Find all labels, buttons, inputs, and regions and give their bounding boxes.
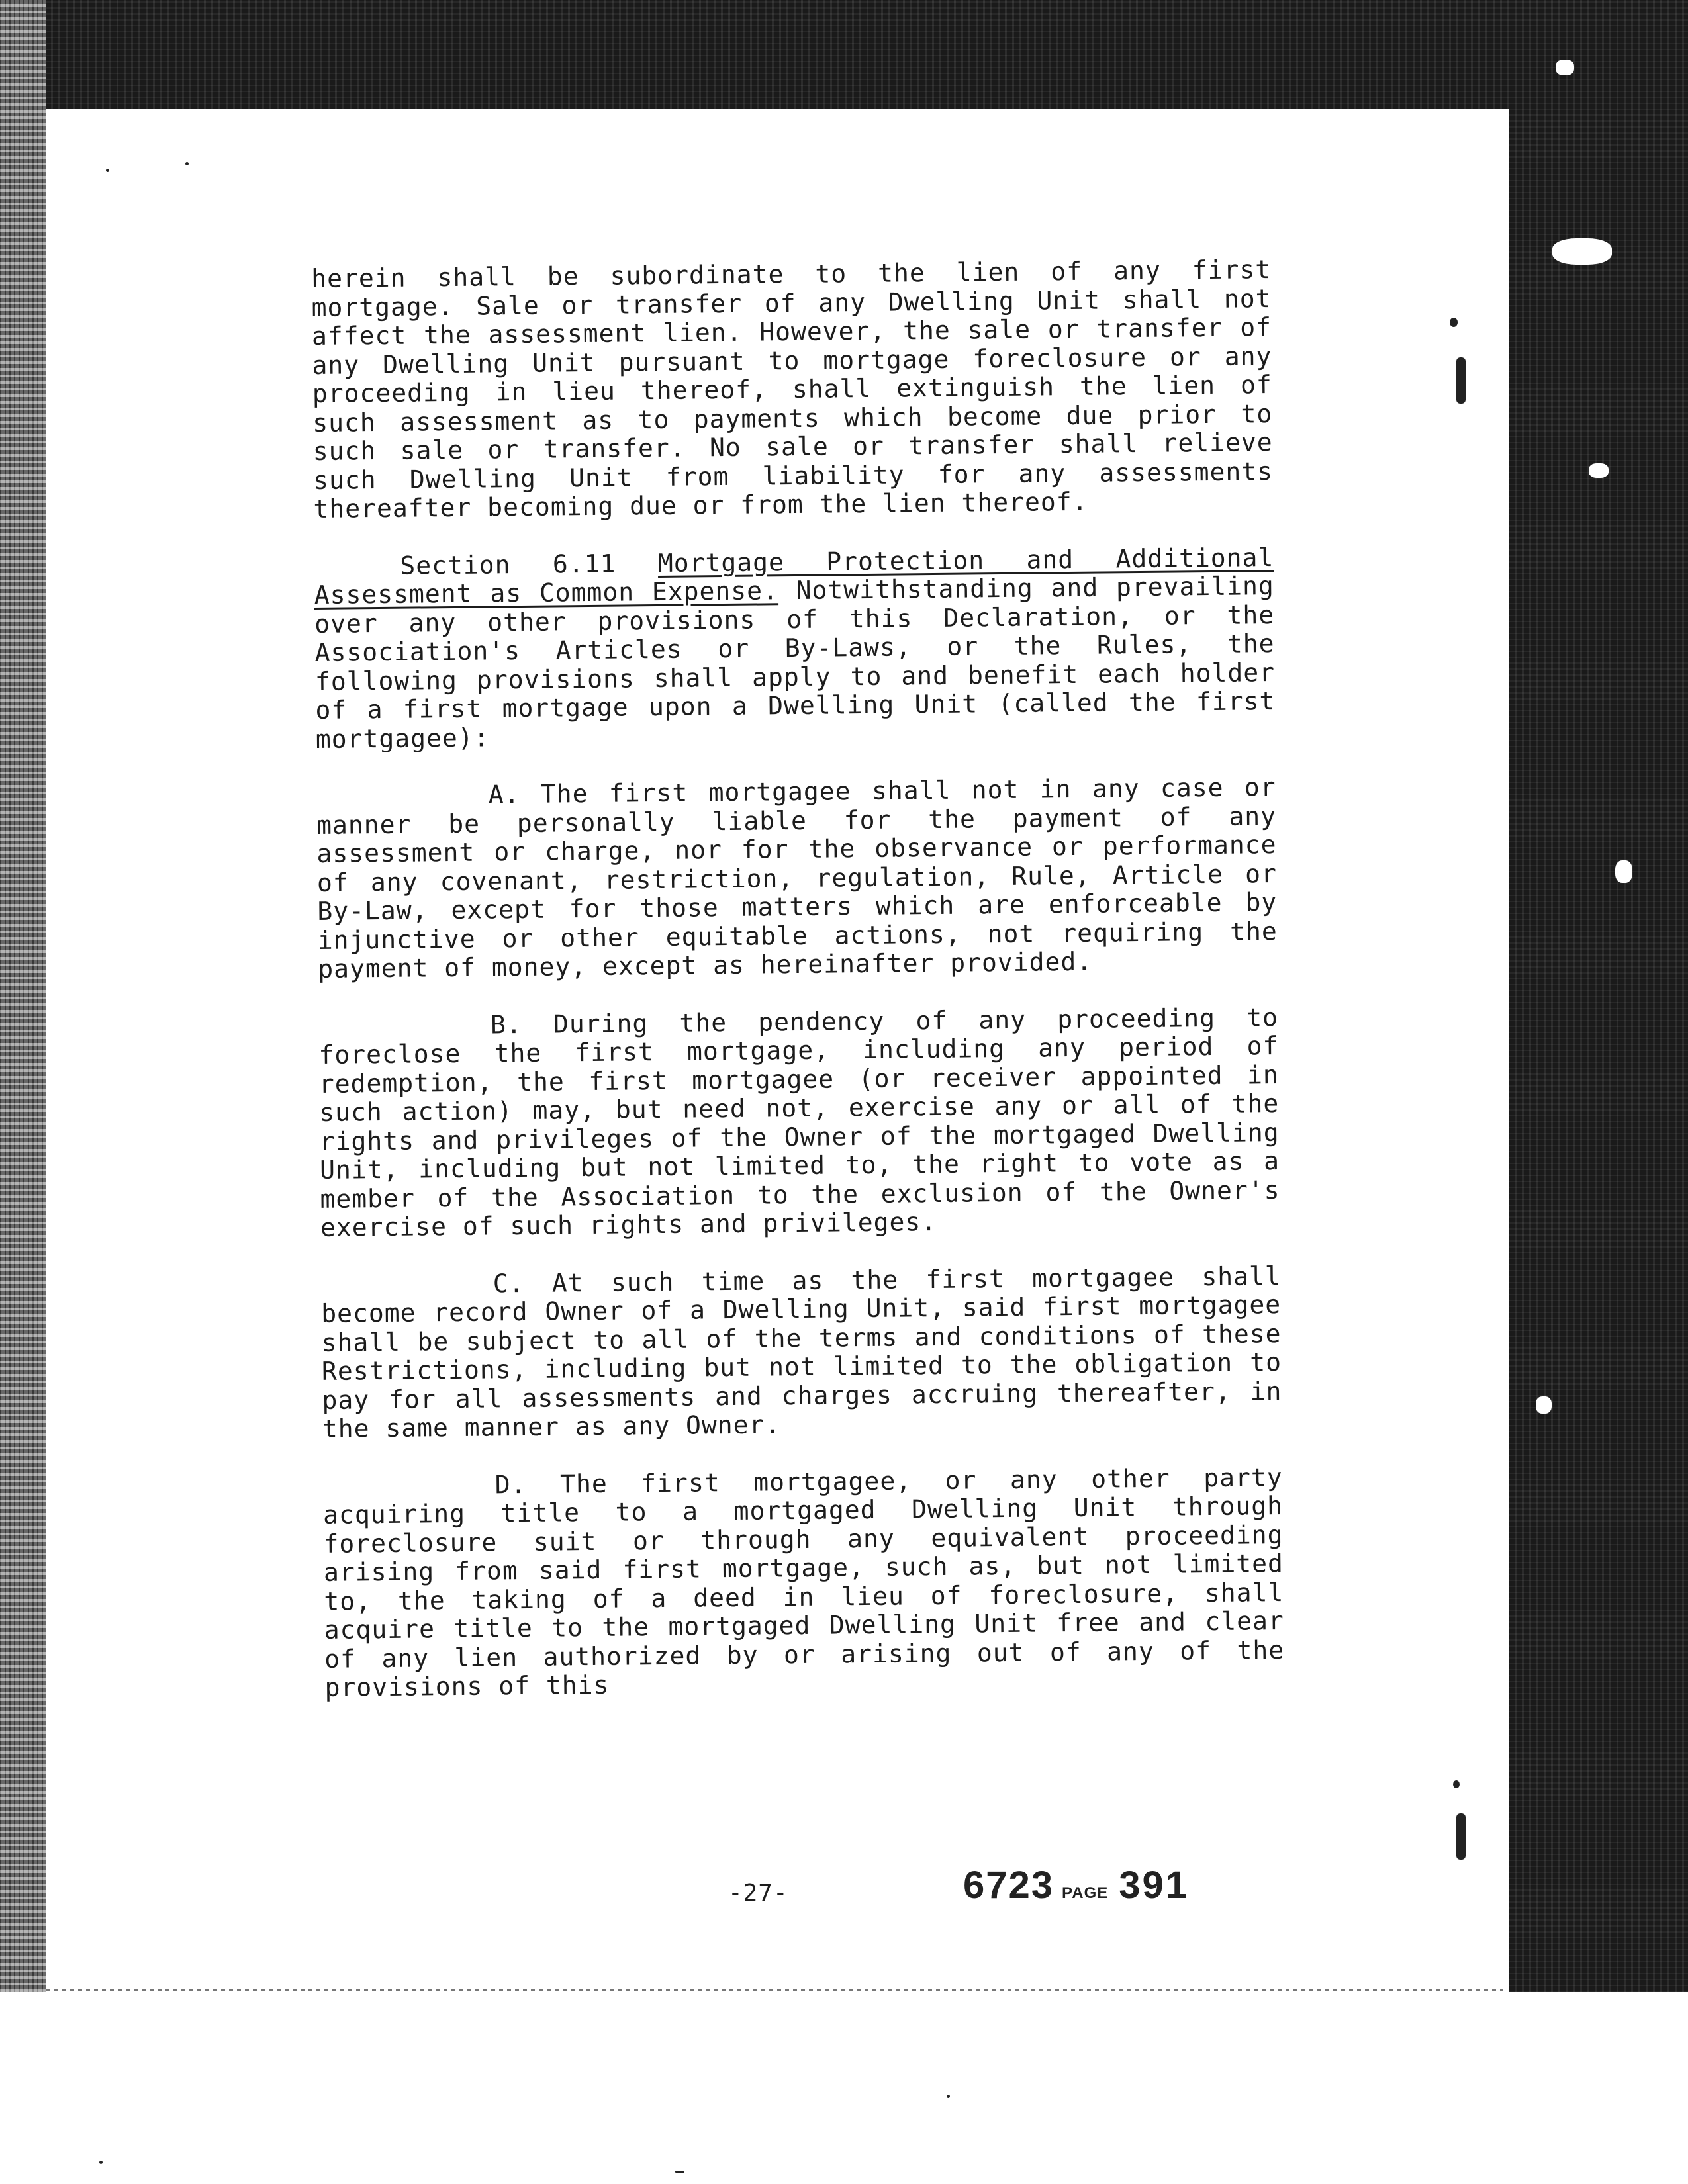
scan-bottom-edge: [46, 1989, 1503, 1991]
section-label: Section 6.11: [400, 548, 659, 580]
stamp-page-label: PAGE: [1062, 1884, 1109, 1902]
scan-left-edge: [0, 0, 46, 1992]
paragraph-assessment-lien: herein shall be subordinate to the lien of any first mortgage. Sale or transfer of any Dwelling Unit shall not affect the assessment lien. However, the sale or transfer of any Dwelling Unit pursuant to mortgage foreclosure or any proceeding in lieu thereof, shall extinguish the lien of such assessment as to payments which become due prior to such sale or transfer. No sale or transfer shall relieve such Dwelling Unit from liability for any assessments thereafter becoming due or from the lien thereof.: [310, 255, 1274, 523]
stamp-page-number: 391: [1119, 1864, 1190, 1907]
paragraph-b: B. During the pendency of any proceeding to foreclose the first mortgage, including any period of redemption, the first mortgagee (or receiver appointed in such action) may, but need not, exercise any or all of the rights and privileges of the Owner of the mortgaged Dwelling Unit, including but not limited to, the right to vote as a member of the Association to the exclusion of the Owner's exercise of such rights and privileges.: [318, 1002, 1280, 1242]
paragraph-c: C. At such time as the first mortgagee shall become record Owner of a Dwelling Unit, said first mortgagee shall be subject to all of the terms and conditions of these Restrictions, including but not limited to the obligation to pay for all assessments and charges accruing thereafter, in the same manner as any Owner.: [321, 1261, 1282, 1443]
section-intro: Notwithstanding and prevailing over any other provisions of this Declaration, or the Association's Articles or By-Laws, or the Rules, the following provisions shall apply to and benefit each holder of a first mortgage upon a Dwelling Unit (called the first mortgagee):: [314, 571, 1276, 754]
recording-stamp: [963, 1863, 1189, 1907]
paragraph-a: A. The first mortgagee shall not in any case or manner be personally liable for the payment of any assessment or charge, nor for the observance or performance of any covenant, restriction, regulation, Rule, Article or By-Law, except for those matters which are enforceable by injunctive or other equitable actions, not requiring the payment of money, except as hereinafter provided.: [316, 772, 1278, 983]
paragraph-d: D. The first mortgagee, or any other party acquiring title to a mortgaged Dwelling Unit through foreclosure suit or through any equivalent proceeding arising from said first mortgage, such as, but not limited to, the taking of a deed in lieu of foreclosure, shall acquire title to the mortgaged Dwelling Unit free and clear of any lien authorized by or arising out of any of the provisions of this: [322, 1462, 1285, 1702]
page-number: -27-: [728, 1880, 788, 1907]
stamp-book-number: 6723: [963, 1864, 1055, 1907]
section-6-11: [314, 543, 1276, 754]
document-body: [311, 255, 1285, 1731]
scan-margin: [0, 1992, 1688, 2184]
section-title: Mortgage Protection and Additional Assessment as Common Expense.: [314, 542, 1274, 610]
